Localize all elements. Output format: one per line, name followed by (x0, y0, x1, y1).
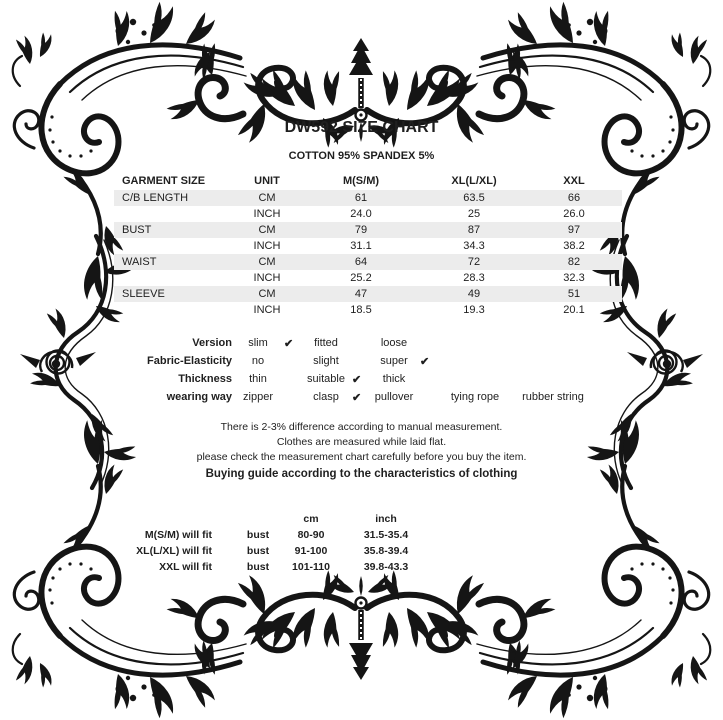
note-line: Clothes are measured while laid flat. (276, 436, 447, 448)
unit-cell: CM (258, 256, 276, 268)
value-cell: 87 (467, 224, 481, 236)
cm-range: 101-110 (292, 561, 330, 573)
column-header: inch (375, 513, 397, 525)
table-row (114, 206, 622, 222)
inch-range: 39.8-43.3 (363, 561, 409, 573)
attribute-label: Version (192, 337, 232, 349)
attribute-option: no (251, 355, 265, 367)
fit-size-label: XXL will fit (159, 561, 212, 573)
value-cell: 25 (467, 208, 481, 220)
attribute-label: Thickness (178, 373, 232, 385)
table-row (114, 254, 622, 270)
table-row (114, 222, 622, 238)
column-header: XL(L/XL) (451, 175, 497, 187)
unit-cell: CM (258, 192, 276, 204)
fit-guide-table (114, 511, 432, 575)
value-cell: 18.5 (350, 304, 372, 316)
center-damask-ornament-bottom (165, 568, 557, 680)
clothing-attributes (114, 334, 592, 406)
row-label (114, 302, 234, 318)
column-header: M(S/M) (342, 175, 380, 187)
table-header-row (114, 172, 622, 190)
table-row (114, 238, 622, 254)
page-title: DW592 SIZE CHART (284, 119, 439, 136)
measurement-notes (0, 420, 723, 482)
row-label: C/B LENGTH (122, 192, 189, 204)
body-part-label: bust (246, 561, 270, 573)
value-cell: 38.2 (563, 240, 585, 252)
attribute-row-wearing-way (114, 388, 592, 406)
value-cell: 82 (567, 256, 581, 268)
row-label (114, 206, 234, 222)
value-cell: 24.0 (350, 208, 372, 220)
attribute-label: Fabric-Elasticity (147, 355, 232, 367)
attribute-option: loose (380, 337, 408, 349)
attribute-option: super (380, 355, 408, 367)
value-cell: 26.0 (563, 208, 585, 220)
attribute-row-elasticity (114, 352, 592, 370)
attribute-row-version (114, 334, 592, 352)
check-icon: ✔ (352, 391, 362, 404)
unit-cell: INCH (253, 240, 281, 252)
value-cell: 79 (354, 224, 368, 236)
fit-header-row (114, 511, 432, 527)
value-cell: 25.2 (350, 272, 372, 284)
value-cell: 31.1 (350, 240, 372, 252)
attribute-label: wearing way (166, 391, 232, 403)
row-label: SLEEVE (122, 288, 165, 300)
column-header: cm (303, 513, 319, 525)
fabric-composition-subtitle: COTTON 95% SPANDEX 5% (288, 150, 435, 162)
value-cell: 20.1 (563, 304, 585, 316)
value-cell: 61 (354, 192, 368, 204)
row-label (114, 238, 234, 254)
attribute-option: fitted (314, 337, 338, 349)
check-icon: ✔ (352, 373, 362, 386)
buying-guide-heading: Buying guide according to the characteristics of clothing (205, 468, 518, 480)
attribute-option: pullover (374, 391, 414, 403)
check-icon: ✔ (420, 355, 430, 368)
attribute-option: rubber string (522, 391, 584, 403)
attribute-option: slim (248, 337, 268, 349)
size-measurement-table (114, 172, 622, 318)
fit-size-label: XL(L/XL) will fit (136, 545, 212, 557)
check-icon: ✔ (284, 337, 294, 350)
inch-range: 35.8-39.4 (363, 545, 409, 557)
value-cell: 49 (467, 288, 481, 300)
cm-range: 80-90 (297, 529, 325, 541)
value-cell: 32.3 (563, 272, 585, 284)
inch-range: 31.5-35.4 (363, 529, 409, 541)
fit-row (114, 543, 432, 559)
unit-cell: CM (258, 288, 276, 300)
value-cell: 64 (354, 256, 368, 268)
table-row (114, 302, 622, 318)
table-row (114, 286, 622, 302)
fit-row (114, 527, 432, 543)
table-row (114, 190, 622, 206)
note-line: There is 2-3% difference according to manual measurement. (220, 421, 503, 433)
attribute-option: clasp (313, 391, 339, 403)
fit-size-label: M(S/M) will fit (144, 529, 212, 541)
value-cell: 63.5 (463, 192, 485, 204)
row-label: BUST (122, 224, 152, 236)
attribute-option: thick (382, 373, 406, 385)
value-cell: 97 (567, 224, 581, 236)
note-line: please check the measurement chart carefully before you buy the item. (196, 451, 527, 463)
column-header: XXL (563, 175, 585, 187)
attribute-option: tying rope (450, 391, 500, 403)
value-cell: 51 (567, 288, 581, 300)
column-header: UNIT (254, 175, 280, 187)
attribute-row-thickness (114, 370, 592, 388)
attribute-option: suitable (307, 373, 345, 385)
attribute-option: zipper (243, 391, 273, 403)
unit-cell: CM (258, 224, 276, 236)
value-cell: 47 (354, 288, 368, 300)
value-cell: 66 (567, 192, 581, 204)
body-part-label: bust (246, 529, 270, 541)
row-label (114, 270, 234, 286)
row-label: WAIST (122, 256, 157, 268)
value-cell: 19.3 (463, 304, 485, 316)
value-cell: 34.3 (463, 240, 485, 252)
value-cell: 72 (467, 256, 481, 268)
column-header: GARMENT SIZE (122, 175, 206, 187)
table-row (114, 270, 622, 286)
attribute-option: thin (249, 373, 267, 385)
unit-cell: INCH (253, 304, 281, 316)
attribute-option: slight (313, 355, 339, 367)
unit-cell: INCH (253, 208, 281, 220)
fit-row (114, 559, 432, 575)
value-cell: 28.3 (463, 272, 485, 284)
cm-range: 91-100 (294, 545, 328, 557)
body-part-label: bust (246, 545, 270, 557)
unit-cell: INCH (253, 272, 281, 284)
